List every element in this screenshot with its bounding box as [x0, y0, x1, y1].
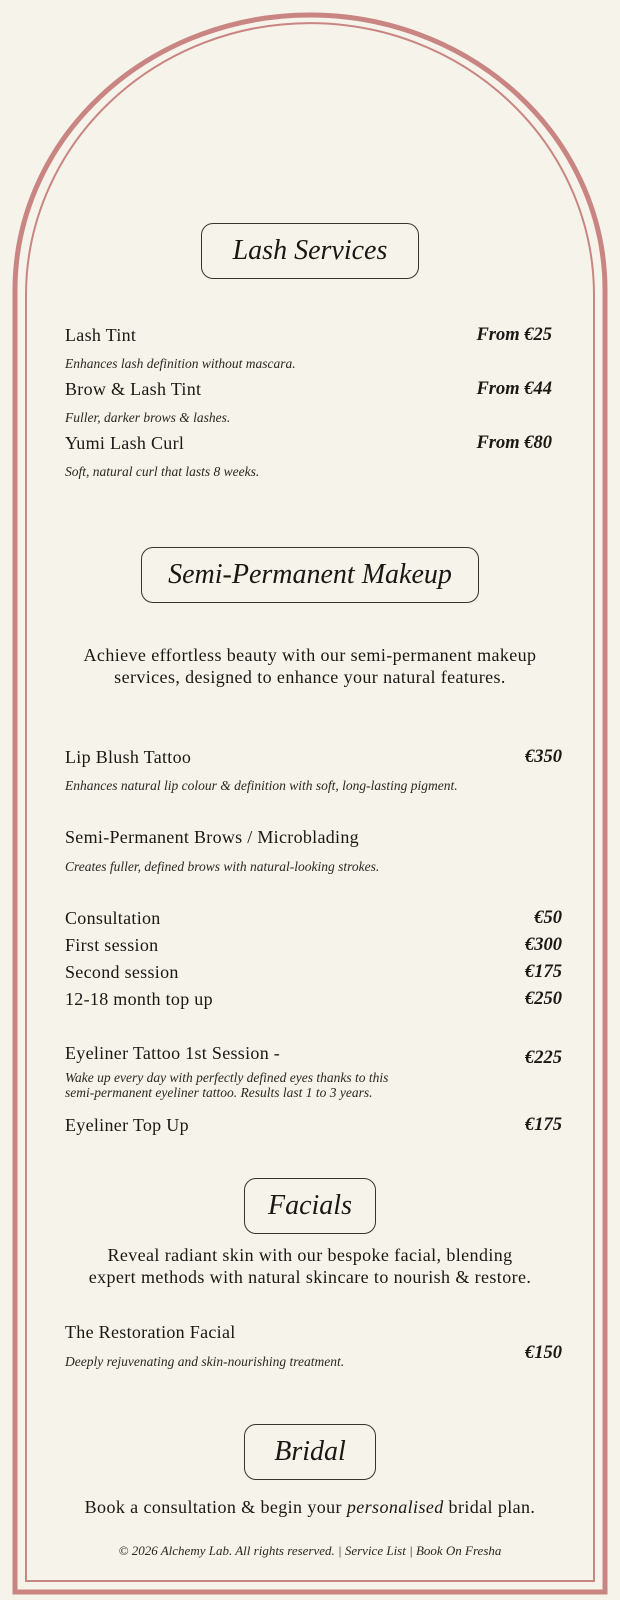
bridal-title: Bridal	[244, 1424, 376, 1480]
yumi-lash-curl-price: From €80	[476, 433, 552, 453]
lash-services-title: Lash Services	[201, 223, 419, 279]
brow-lash-tint-price: From €44	[476, 379, 552, 399]
lash-tint-price: From €25	[476, 325, 552, 345]
bridal-text-after: bridal plan.	[448, 1497, 536, 1517]
semi-permanent-makeup-title: Semi-Permanent Makeup	[141, 547, 479, 603]
eyeliner-tattoo-name: Eyeliner Tattoo 1st Session -	[65, 1043, 281, 1063]
lip-blush-price: €350	[525, 747, 562, 767]
restoration-facial-name: The Restoration Facial	[65, 1322, 236, 1342]
bridal-text	[40, 1496, 580, 1518]
yumi-lash-curl-name: Yumi Lash Curl	[65, 433, 185, 453]
facials-title: Facials	[244, 1178, 376, 1234]
lash-tint-name: Lash Tint	[65, 325, 137, 345]
eyeliner-tattoo-price: €225	[525, 1048, 562, 1068]
eyeliner-tattoo-desc-line-1: Wake up every day with perfectly defined eyes thanks to this	[65, 1070, 389, 1085]
restoration-facial-price: €150	[525, 1343, 562, 1363]
spm-intro-line-2: services, designed to enhance your natural features.	[114, 667, 506, 687]
footer-separator: |	[338, 1543, 342, 1558]
lash-tint-desc: Enhances lash definition without mascara.	[65, 356, 296, 371]
session-top-up-name: 12-18 month top up	[65, 989, 213, 1009]
facials-intro	[40, 1244, 580, 1288]
bridal-text-emphasis: personalised	[346, 1497, 444, 1517]
brows-microblading-desc: Creates fuller, defined brows with natural-looking strokes.	[65, 859, 380, 874]
eyeliner-top-up-price: €175	[525, 1115, 562, 1135]
footer	[0, 1543, 620, 1559]
session-first-price: €300	[525, 935, 562, 955]
spm-intro	[40, 644, 580, 688]
session-first-name: First session	[65, 935, 159, 955]
session-consultation-price: €50	[534, 908, 562, 928]
lip-blush-desc: Enhances natural lip colour & definition with soft, long-lasting pigment.	[65, 778, 458, 793]
session-second-name: Second session	[65, 962, 179, 982]
footer-separator: |	[409, 1543, 413, 1558]
footer-service-list-link[interactable]: Service List	[344, 1543, 406, 1558]
lip-blush-name: Lip Blush Tattoo	[65, 747, 192, 767]
session-top-up-price: €250	[525, 989, 562, 1009]
brow-lash-tint-name: Brow & Lash Tint	[65, 379, 202, 399]
facials-intro-line-1: Reveal radiant skin with our bespoke facial, blending	[107, 1245, 513, 1265]
brows-microblading-name: Semi-Permanent Brows / Microblading	[65, 827, 359, 847]
eyeliner-top-up-name: Eyeliner Top Up	[65, 1115, 189, 1135]
yumi-lash-curl-desc: Soft, natural curl that lasts 8 weeks.	[65, 464, 260, 479]
eyeliner-tattoo-desc-line-2: semi-permanent eyeliner tattoo. Results last 1 to 3 years.	[65, 1085, 373, 1100]
footer-copyright: © 2026 Alchemy Lab. All rights reserved.	[118, 1543, 335, 1558]
spm-intro-line-1: Achieve effortless beauty with our semi-permanent makeup	[83, 645, 537, 665]
session-consultation-name: Consultation	[65, 908, 161, 928]
bridal-text-before: Book a consultation & begin your	[84, 1497, 342, 1517]
footer-book-fresha-link[interactable]: Book On Fresha	[415, 1543, 502, 1558]
facials-intro-line-2: expert methods with natural skincare to nourish & restore.	[88, 1267, 532, 1287]
restoration-facial-desc: Deeply rejuvenating and skin-nourishing treatment.	[65, 1354, 345, 1369]
brow-lash-tint-desc: Fuller, darker brows & lashes.	[65, 410, 231, 425]
session-second-price: €175	[525, 962, 562, 982]
